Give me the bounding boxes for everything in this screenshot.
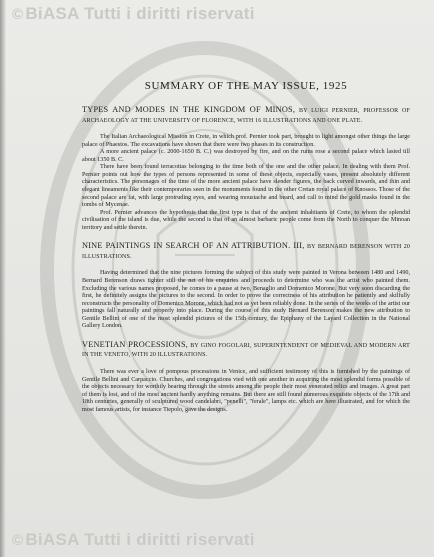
paragraph: Prof. Pernier advances the hypothesis that the first type is that of the ancient inhabitants of Crete, to whom the splendid civilisation of the island is due, while the second is that of an almost barbaric people come from the North to conquer the Minoan territory and settle therein. (82, 209, 410, 231)
article-byline: BY BERNARD BERENSON WITH 20 ILLUSTRATIONS. (82, 244, 411, 260)
copyright-watermark-bottom: © BiASA Tutti i diritti riservati (12, 530, 255, 549)
paragraph: Having determined that the nine pictures forming the subject of this study were painted in Verona between 1480 and 1490, Bernard Berenson draws tighter still the net of his enquiries and proceeds to determine who was the artist who painted them. Excluding the various names proposed, he comes to a pause at two, Benaglio and Domenico Morone. But very soon discarding the first, he definitely assigns the pictures to the second. In order to prove the correctness of his attribution he patiently and skilfully reconstructs the personality of Domenico Morone, which had not as yet been reliably done. In the series of the works of the artist our paintings fall naturally and properly into place. During the course of this study Bernard Berenson makes the new attribution to Gentile Bellini of one of the most splendid pictures of the 15th century, the Epiphany of the Layard Collection in the National Gallery London. (82, 270, 410, 330)
article-title: NINE PAINTINGS IN SEARCH OF AN ATTRIBUTION. III, (82, 241, 305, 251)
article-byline: BY GINO FOGOLARI, SUPERINTENDENT OF MEDIEVAL AND MODERN ART IN THE VENETO, WITH 20 ILLUSTRATIONS. (82, 342, 410, 359)
paragraph: There have been found terracottas belonging to the time both of the one and the other palace. In dealing with them Prof. Pernier points out how the types of persons represented in some of these objects, especially vases, present absolutely different characteristics. The personages of the time of the more ancient palace have slender figures, the back curved inwards, and thin and elegant lineaments like their contemporaries seen in the monuments found in the other Cretan royal palace of Knossos. Those of the second palace are fat, with large protruding eyes, and wearing moustache and beard, and call to mind the gold masks found in the tombs of Mycenae. (82, 164, 410, 209)
article-title: VENETIAN PROCESSIONS, (82, 339, 189, 349)
paragraph: A more ancient palace (c. 2000-1650 B. C.) was destroyed by fire, and on the ruins rose a second palace which lasted till about 1350 B. C. (82, 149, 410, 163)
article-title: TYPES AND MODES IN THE KINGDOM OF MINOS, (82, 105, 296, 114)
copyright-watermark-top: © BiASA Tutti i diritti riservati (12, 4, 255, 23)
article-byline: BY LUIGI PERNIER, PROFESSOR OF ARCHAEOLOGY AT THE UNIVERSITY OF FLORENCE, WITH 16 ILLUSTRATIONS AND ONE PLATE. (82, 108, 411, 124)
page-binding-edge (0, 0, 6, 557)
paragraph: There was ever a love of pompous processions in Venice, and sufficient testimony of this is furnished by the paintings of Gentile Bellini and Carpaccio. Churches, and congregations vied with one another in acquiring the most splendid forms possible of the objects necessary for worthily bearing through the streets among the people their most venerated relics and images. A great part of them is lost, and of the most ancient hardly anything remains. But there are still found numerous exquisite objects of the 17th and 18th centuries, generally of sculptured wood candelabri, "penelli", "ferale", lamps etc. which are here illustrated, and for which the most famous artists, for instance Tiepolo, gave the designs. (82, 369, 410, 413)
article-summary-nine-paintings (82, 242, 410, 331)
copyright-icon: © (12, 532, 24, 549)
article-summary-minos (82, 106, 410, 232)
page-title: SUMMARY OF THE MAY ISSUE, 1925 (144, 80, 348, 92)
copyright-icon: © (12, 6, 24, 23)
article-heading (82, 341, 410, 360)
article-heading (82, 106, 410, 125)
article-summary-venetian-processions (82, 341, 410, 414)
article-heading (82, 242, 410, 261)
paragraph: The Italian Archaeological Mission in Crete, in which prof. Pernier took part, brought to light amongst other things the large palace of Phaestos. The excavations have shown that there were two phases in its construction. (82, 134, 410, 148)
summary-content (82, 80, 410, 424)
